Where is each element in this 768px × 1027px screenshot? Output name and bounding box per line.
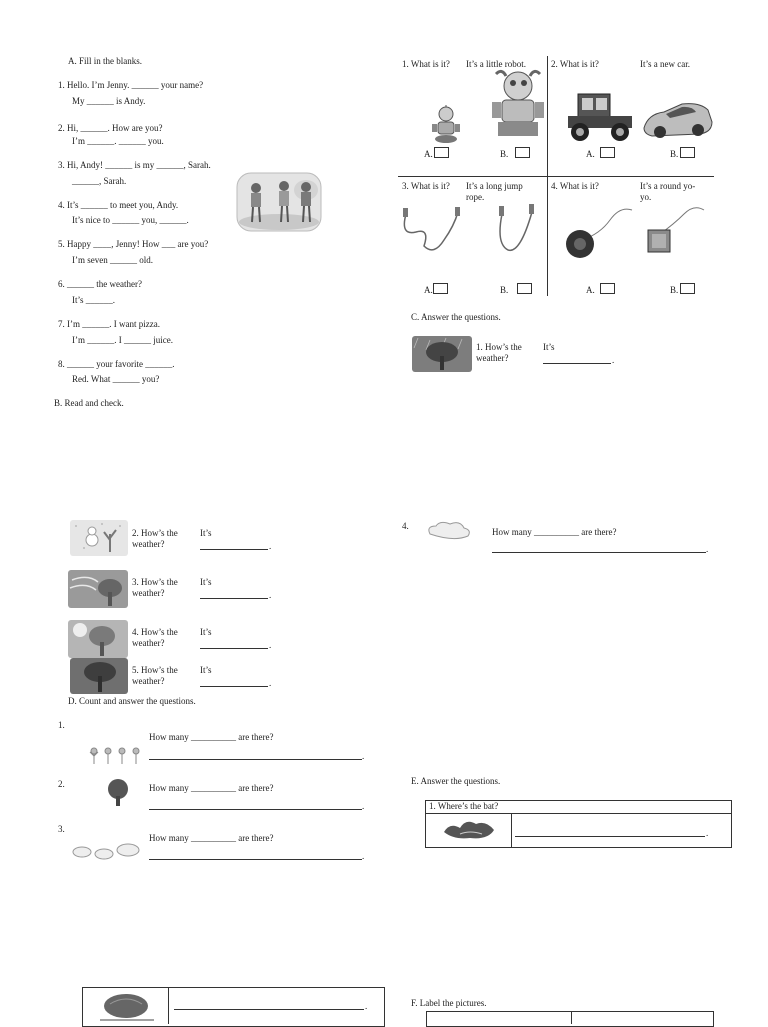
b-q4-a-label: A.	[586, 285, 595, 295]
grid-horizontal-divider	[398, 176, 714, 177]
c-q2-period: .	[269, 541, 272, 551]
hat-image	[96, 990, 156, 1024]
c-q4-answer-line[interactable]	[200, 648, 268, 649]
section-d-title: D. Count and answer the questions.	[68, 696, 196, 706]
c-q3-question: 3. How’s the weather?	[132, 577, 178, 598]
d-q4-period: .	[706, 544, 709, 554]
section-c-title: C. Answer the questions.	[411, 312, 501, 322]
section-e-title: E. Answer the questions.	[411, 776, 501, 786]
b-q2-question: 2. What is it?	[551, 59, 599, 69]
c-q3-answer-line[interactable]	[200, 598, 268, 599]
d-q2-period: .	[362, 801, 365, 811]
d-q3-question: How many __________ are there?	[149, 833, 274, 843]
section-b-title: B. Read and check.	[54, 398, 124, 408]
c-q4-period: .	[269, 640, 272, 650]
flowers-image	[88, 746, 146, 766]
c-q2-question: 2. How’s the weather?	[132, 528, 178, 549]
b-q4-a-checkbox[interactable]	[600, 283, 615, 294]
d-q1-answer-line[interactable]	[149, 759, 362, 760]
cloud-image	[424, 520, 474, 542]
a-line-7b: I’m ______. I ______ juice.	[72, 335, 173, 345]
b-q3-answer: It’s a long jump rope.	[466, 181, 523, 202]
c-q1-question: 1. How’s the weather?	[476, 342, 522, 363]
b-q1-a-label: A.	[424, 149, 433, 159]
c-q3-its: It’s	[200, 577, 212, 587]
b-q3-b-label: B.	[500, 285, 509, 295]
e-q2-period: .	[365, 1001, 368, 1011]
cloudy-weather-image	[70, 658, 128, 694]
a-line-5: 5. Happy ____, Jenny! How ___ are you?	[58, 239, 209, 249]
a-line-3: 3. Hi, Andy! ______ is my ______, Sarah.	[58, 160, 211, 170]
d-q4-number: 4.	[402, 521, 409, 531]
b-q4-b-label: B.	[670, 285, 679, 295]
a-line-8b: Red. What ______ you?	[72, 374, 160, 384]
a-line-5b: I’m seven ______ old.	[72, 255, 153, 265]
b-q1-a-checkbox[interactable]	[434, 147, 449, 158]
c-q1-period: .	[612, 355, 615, 365]
clouds-image	[72, 840, 142, 860]
long-jump-rope-image	[400, 206, 464, 256]
a-line-3b: ______, Sarah.	[72, 176, 127, 186]
a-line-4: 4. It’s ______ to meet you, Andy.	[58, 200, 179, 210]
a-line-1b: My ______ is Andy.	[72, 96, 146, 106]
d-q4-answer-line[interactable]	[492, 552, 706, 553]
children-image	[236, 172, 322, 232]
d-q1-question: How many __________ are there?	[149, 732, 274, 742]
old-car-image	[564, 88, 636, 144]
c-q5-period: .	[269, 678, 272, 688]
sunny-weather-image	[68, 620, 128, 658]
e-q1-answer-line[interactable]	[515, 836, 705, 837]
c-q1-answer-line[interactable]	[543, 363, 611, 364]
a-line-6b: It’s ______.	[72, 295, 116, 305]
b-q2-a-label: A.	[586, 149, 595, 159]
e-q1-header-divider	[425, 813, 732, 814]
a-line-2b: I’m ______. ______ you.	[72, 136, 164, 146]
c-q5-its: It’s	[200, 665, 212, 675]
c-q2-answer-line[interactable]	[200, 549, 268, 550]
c-q1-its: It’s	[543, 342, 555, 352]
c-q4-question: 4. How’s the weather?	[132, 627, 178, 648]
f-label-table	[426, 1011, 714, 1027]
b-q3-a-checkbox[interactable]	[433, 283, 448, 294]
c-q5-question: 5. How’s the weather?	[132, 665, 178, 686]
small-robot-image	[428, 104, 464, 144]
snowy-weather-image	[70, 520, 128, 556]
c-q4-its: It’s	[200, 627, 212, 637]
b-q1-b-label: B.	[500, 149, 509, 159]
c-q3-period: .	[269, 590, 272, 600]
bat-image	[440, 816, 502, 844]
windy-weather-image	[68, 570, 128, 608]
b-q1-b-checkbox[interactable]	[515, 147, 530, 158]
b-q1-answer: It’s a little robot.	[466, 59, 526, 69]
a-line-2: 2. Hi, ______. How are you?	[58, 123, 163, 133]
a-line-1: 1. Hello. I’m Jenny. ______ your name?	[58, 80, 204, 90]
e-q2-column-divider	[168, 987, 169, 1024]
a-line-4b: It’s nice to ______ you, ______.	[72, 215, 189, 225]
b-q3-b-checkbox[interactable]	[517, 283, 532, 294]
b-q2-b-checkbox[interactable]	[680, 147, 695, 158]
e-q1-question: 1. Where’s the bat?	[429, 801, 499, 811]
b-q4-b-checkbox[interactable]	[680, 283, 695, 294]
e-q2-answer-line[interactable]	[174, 1009, 364, 1010]
c-q2-its: It’s	[200, 528, 212, 538]
d-q2-question: How many __________ are there?	[149, 783, 274, 793]
a-line-7: 7. I’m ______. I want pizza.	[58, 319, 160, 329]
a-line-6: 6. ______ the weather?	[58, 279, 142, 289]
d-q1-number: 1.	[58, 720, 65, 730]
c-q5-answer-line[interactable]	[200, 686, 268, 687]
d-q3-number: 3.	[58, 824, 65, 834]
b-q2-answer: It’s a new car.	[640, 59, 690, 69]
b-q4-question: 4. What is it?	[551, 181, 599, 191]
d-q1-period: .	[362, 751, 365, 761]
d-q4-question: How many __________ are there?	[492, 527, 617, 537]
e-q1-period: .	[706, 828, 709, 838]
tree-image	[106, 778, 130, 806]
section-f-title: F. Label the pictures.	[411, 998, 487, 1008]
square-yoyo-image	[644, 204, 710, 260]
section-a-title: A. Fill in the blanks.	[68, 56, 142, 66]
big-robot-image	[488, 68, 548, 138]
round-yoyo-image	[560, 204, 638, 262]
d-q2-number: 2.	[58, 779, 65, 789]
b-q2-b-label: B.	[670, 149, 679, 159]
sports-car-image	[640, 98, 714, 142]
e-q1-column-divider	[511, 813, 512, 848]
rainy-weather-image	[412, 336, 472, 372]
d-q3-answer-line[interactable]	[149, 859, 362, 860]
a-line-8: 8. ______ your favorite ______.	[58, 359, 175, 369]
d-q3-period: .	[362, 851, 365, 861]
b-q3-question: 3. What is it?	[402, 181, 450, 191]
b-q2-a-checkbox[interactable]	[600, 147, 615, 158]
d-q2-answer-line[interactable]	[149, 809, 362, 810]
b-q4-answer: It’s a round yo- yo.	[640, 181, 696, 202]
f-column-divider	[571, 1011, 572, 1024]
b-q1-question: 1. What is it?	[402, 59, 450, 69]
short-jump-rope-image	[494, 204, 538, 256]
b-q3-a-label: A.	[424, 285, 433, 295]
